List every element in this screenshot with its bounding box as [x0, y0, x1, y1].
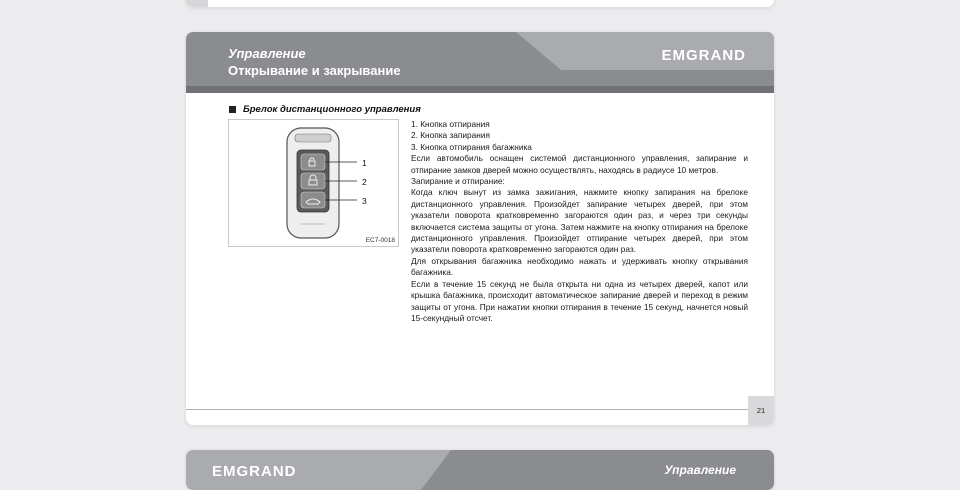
- content-title: Брелок дистанционного управления: [243, 104, 421, 115]
- next-brand-logo: EMGRAND: [212, 463, 297, 480]
- manual-page-card: [186, 32, 774, 425]
- key-fob-figure: [228, 119, 399, 247]
- subsection-title: Открывание и закрывание: [228, 63, 401, 78]
- key-fob-illustration: [229, 120, 398, 246]
- paragraph: Для открывания багажника необходимо нажать и удерживать кнопку открывания багажника.: [411, 255, 748, 278]
- callout-label-2: 2: [362, 177, 367, 187]
- paragraph: Если автомобиль оснащен системой дистанционного управления, запирание и отпирание замков дверей можно осуществлять, находясь в радиусе 10 метров.: [411, 153, 748, 175]
- paragraph: Запирание и отпирание:: [411, 176, 505, 187]
- trunk-button-shape: [301, 192, 325, 208]
- unlock-button-shape: [301, 154, 325, 170]
- header-band: [186, 86, 774, 93]
- page-header: [186, 32, 774, 93]
- section-title: Управление: [228, 46, 306, 61]
- paragraph: Когда ключ вынут из замка зажигания, нажмите кнопку запирания на брелоке дистанционного управления. Произойдет запирание четырех дверей, при этом указатели поворота кратковременно загораются один раз, и через три секунды включается система защиты от угона. Затем нажмите на кнопку отпирания на брелоке дистанционного управления. Произойдет отпирание четырех дверей, при этом указатели поворота кратковременно загораются один раз.: [411, 187, 748, 255]
- callout-label-3: 3: [362, 196, 367, 206]
- paragraph: Если в течение 15 секунд не была открыта ни одна из четырех дверей, капот или крышка багажника, происходит автоматическое запирание дверей и переход в режим защиты от угона. При нажатии кнопки отпирания в течение 15 секунд, начнется новый 15-секундный отсчет.: [411, 278, 748, 323]
- footer-divider: [186, 409, 748, 410]
- square-bullet-icon: [229, 106, 236, 113]
- list-item: 3. Кнопка отпирания багажника: [411, 141, 532, 152]
- next-page-header: [186, 450, 774, 490]
- previous-page-number-box: [186, 0, 208, 7]
- next-page-card: [186, 450, 774, 490]
- next-section-title: Управление: [664, 463, 736, 477]
- previous-page-card: [186, 0, 774, 7]
- body-text: [411, 119, 748, 324]
- figure-code: EC7-0018: [365, 237, 395, 244]
- page-number: 21: [748, 396, 774, 425]
- brand-logo: EMGRAND: [661, 47, 746, 64]
- callout-label-1: 1: [362, 158, 367, 168]
- list-item: 2. Кнопка запирания: [411, 130, 490, 141]
- list-item: 1. Кнопка отпирания: [411, 119, 490, 129]
